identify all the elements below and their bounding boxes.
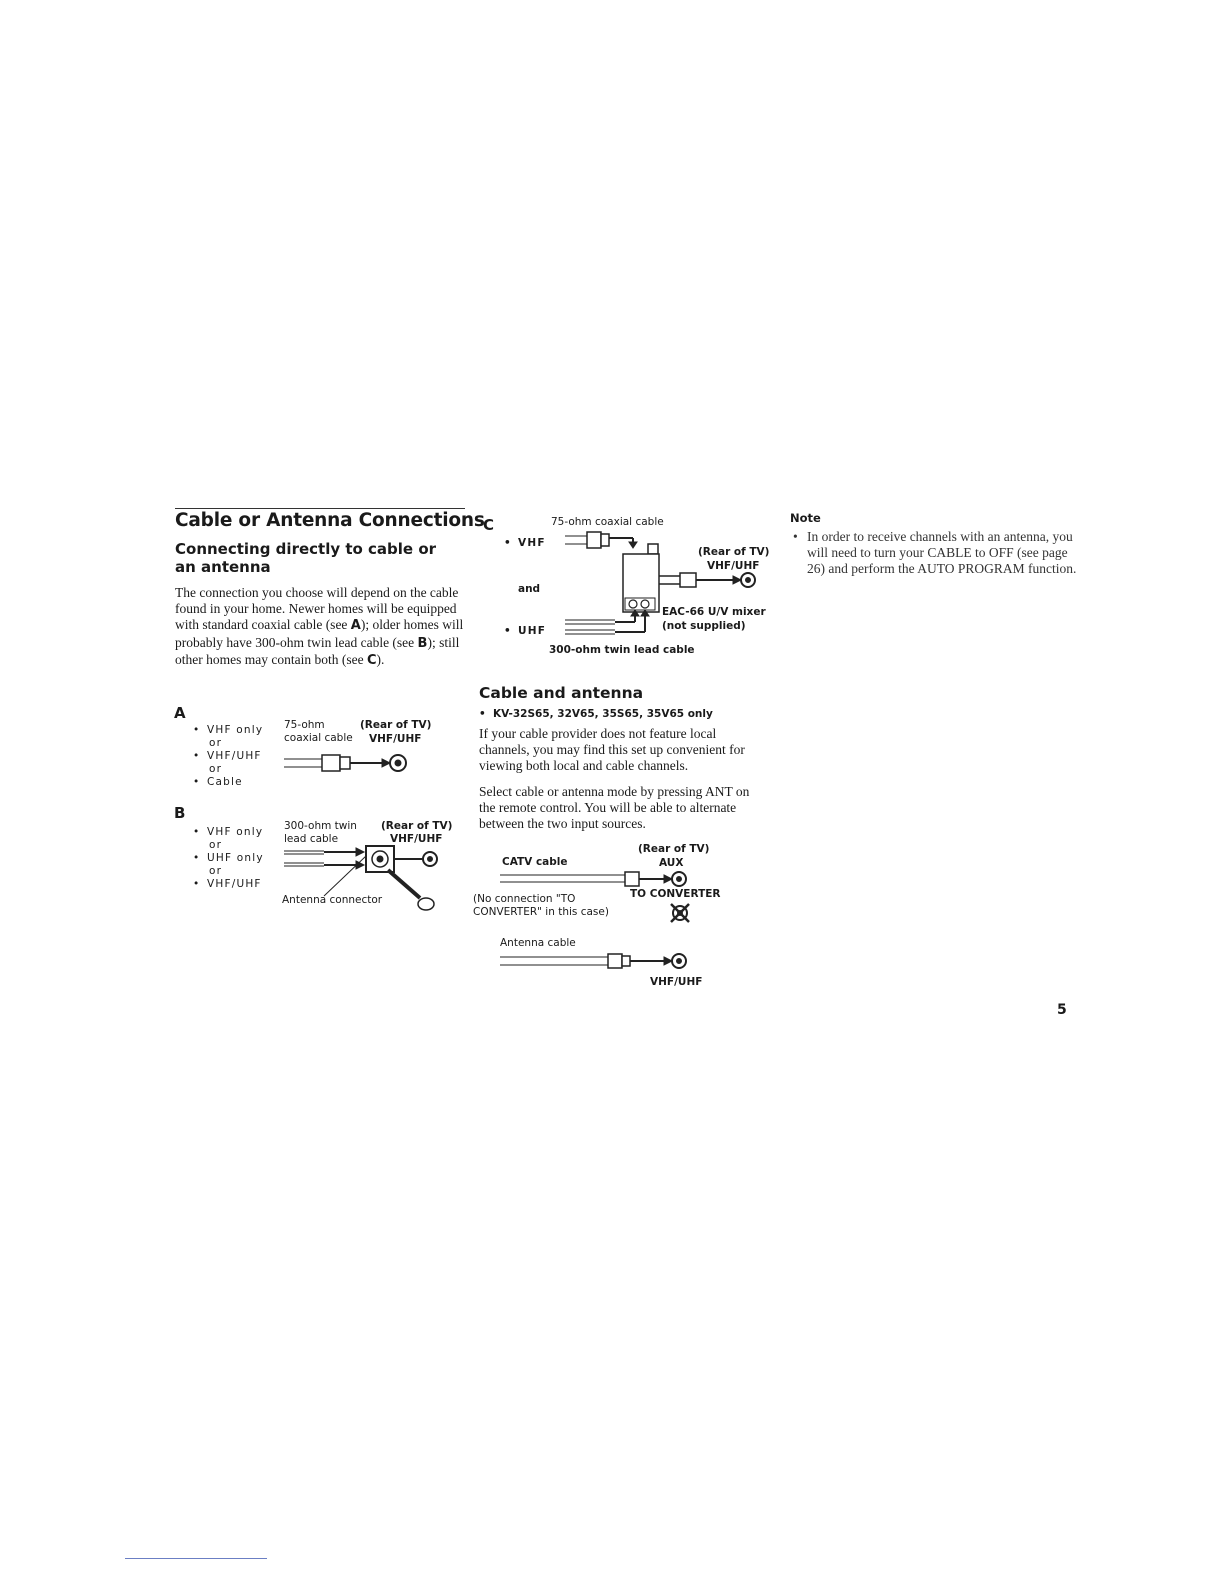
to-converter-label: TO CONVERTER — [630, 888, 721, 900]
vhf-uhf-port-label: VHF/UHF — [390, 833, 443, 845]
twin-lead-cable-label: 300-ohm twin lead cable — [549, 644, 695, 656]
note-heading: Note — [790, 511, 821, 525]
list-item: or — [209, 839, 223, 851]
antenna-cable-label: Antenna cable — [500, 937, 576, 949]
title-rule — [175, 508, 465, 509]
coax-cable-label: 75-ohm coaxial cable — [284, 719, 353, 744]
list-item: or — [209, 737, 223, 749]
vhf-uhf-port-label: VHF/UHF — [369, 733, 422, 745]
rear-of-tv-label: (Rear of TV) — [698, 546, 770, 558]
page-title: Cable or Antenna Connections — [175, 510, 485, 531]
coax-connection-diagram-a — [284, 752, 414, 774]
twin-lead-cable-label: 300-ohm twin lead cable — [284, 820, 357, 845]
cable-and-antenna-heading: Cable and antenna — [479, 684, 644, 702]
mixer-label: EAC-66 U/V mixer — [662, 606, 766, 618]
note-text: • In order to receive channels with an antenna, you will need to turn your CABLE to OFF (see page 26) and perform the AUTO PROGRAM function. — [807, 529, 1082, 578]
section-letter-a: A — [174, 704, 186, 722]
antenna-connector-label: Antenna connector — [282, 894, 383, 906]
aux-port-label: AUX — [659, 857, 684, 869]
vhf-input-label: • VHF — [518, 537, 546, 550]
coax-cable-label: 75-ohm coaxial cable — [551, 516, 664, 528]
list-item: • VHF/UHF — [207, 878, 264, 891]
signal-list-a — [207, 724, 263, 789]
models-note: • KV-32S65, 32V65, 35S65, 35V65 only — [493, 708, 713, 721]
scan-mark — [125, 1558, 267, 1559]
rear-of-tv-label: (Rear of TV) — [381, 820, 453, 832]
vhf-uhf-port-label: VHF/UHF — [707, 560, 760, 572]
no-connection-note: (No connection "TO CONVERTER" in this case) — [473, 893, 609, 918]
mixer-note: (not supplied) — [662, 620, 746, 632]
antenna-connection-diagram — [500, 951, 690, 971]
section-heading: Connecting directly to cable or an antenna — [175, 540, 437, 576]
list-item: or — [209, 865, 223, 877]
list-item: • UHF only — [207, 852, 264, 865]
rear-of-tv-label: (Rear of TV) — [638, 843, 710, 855]
and-label: and — [518, 583, 541, 595]
signal-list-b — [207, 826, 264, 891]
page-number: 5 — [1057, 1002, 1067, 1018]
catv-cable-label: CATV cable — [502, 856, 568, 868]
list-item: or — [209, 763, 223, 775]
uhf-input-label: • UHF — [518, 625, 546, 638]
vhf-uhf-port-label: VHF/UHF — [650, 976, 703, 988]
intro-paragraph: The connection you choose will depend on the cable found in your home. Newer homes will be equipped with standard coaxial cable (see A); older homes will probably have 300-ohm twin lead cable (see B); still other homes may contain both (see C). — [175, 585, 464, 668]
paragraph: If your cable provider does not feature local channels, you may find this set up convenient for viewing both local and cable channels. — [479, 726, 745, 774]
list-item: • VHF only — [207, 826, 264, 839]
mixer-connection-diagram-c — [565, 528, 765, 640]
section-letter-c: C — [483, 516, 495, 534]
list-item: • VHF/UHF — [207, 750, 263, 763]
list-item: • VHF only — [207, 724, 263, 737]
rear-of-tv-label: (Rear of TV) — [360, 719, 432, 731]
crossed-out-port-icon — [669, 902, 691, 924]
list-item: • Cable — [207, 776, 263, 789]
paragraph: Select cable or antenna mode by pressing ANT on the remote control. You will be able to alternate between the two input sources. — [479, 784, 750, 832]
catv-connection-diagram — [500, 870, 690, 888]
section-letter-b: B — [174, 804, 186, 822]
